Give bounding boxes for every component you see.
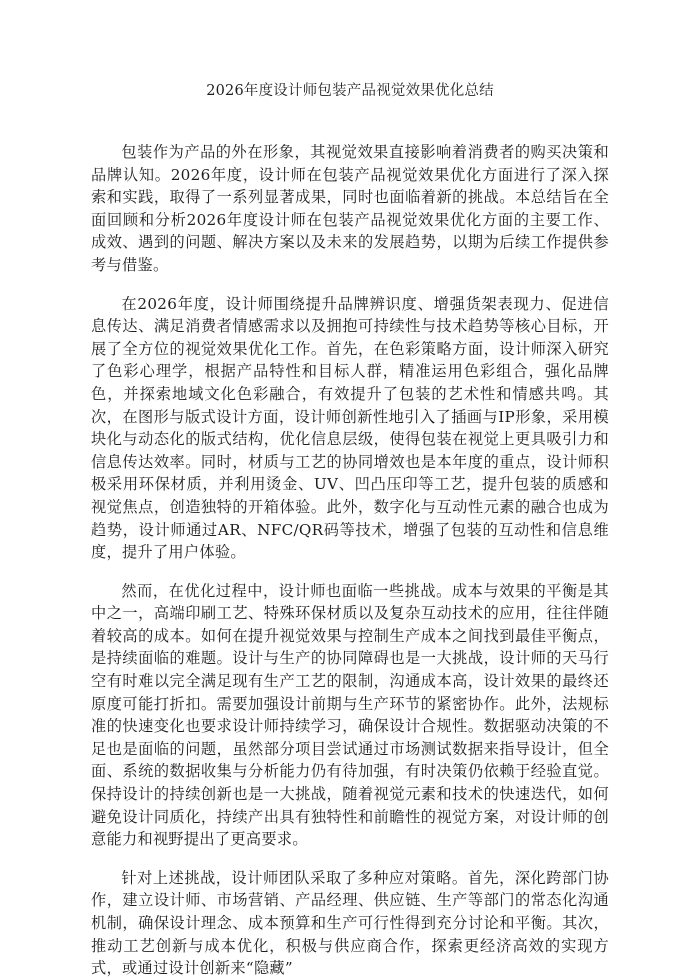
document-title: 2026年度设计师包装产品视觉效果优化总结 xyxy=(206,83,494,99)
paragraph-challenges: 然而，在优化过程中，设计师也面临一些挑战。成本与效果的平衡是其中之一，高端印刷工艺、特殊环保材质以及复杂互动技术的应用，往往伴随着较高的成本。如何在提升视觉效果与控制生产成本之间找到最佳平衡点，是持续面临的难题。设计与生产的协同障碍也是一大挑战，设计师的天马行空有时难以完全满足现有生产工艺的限制，沟通成本高，设计效果的最终还原度可能打折扣。需要加强设计前期与生产环节的紧密协作。此外，法规标准的快速变化也要求设计师持续学习，确保设计合规性。数据驱动决策的不足也是面临的问题，虽然部分项目尝试通过市场测试数据来指导设计，但全面、系统的数据收集与分析能力仍有待加强，有时决策仍依赖于经验直觉。保持设计的持续创新也是一大挑战，随着视觉元素和技术的快速迭代，如何避免设计同质化，持续产出具有独特性和前瞻性的视觉方案，对设计师的创意能力和视野提出了更高要求。 xyxy=(91,581,609,849)
paragraph-main-work: 在2026年度，设计师围绕提升品牌辨识度、增强货架表现力、促进信息传达、满足消费者情感需求以及拥抱可持续性与技术趋势等核心目标，开展了全方位的视觉效果优化工作。首先，在色彩策略方面，设计师深入研究了色彩心理学，根据产品特性和目标人群，精准运用色彩组合，强化品牌色，并探索地域文化色彩融合，有效提升了包装的艺术性和情感共鸣。其次，在图形与版式设计方面，设计师创新性地引入了插画与IP形象，采用模块化与动态化的版式结构，优化信息层级，使得包装在视觉上更具吸引力和信息传达效率。同时，材质与工艺的协同增效也是本年度的重点，设计师积极采用环保材质，并利用烫金、UV、凹凸压印等工艺，提升包装的质感和视觉焦点，创造独特的开箱体验。此外，数字化与互动性元素的融合也成为趋势，设计师通过AR、NFC/QR码等技术，增强了包装的互动性和信息维度，提升了用户体验。 xyxy=(91,294,609,562)
paragraph-strategies: 针对上述挑战，设计师团队采取了多种应对策略。首先，深化跨部门协作，建立设计师、市场营销、产品经理、供应链、生产等部门的常态化沟通机制，确保设计理念、成本预算和生产可行性得到充分讨论和平衡。其次，推动工艺创新与成本优化，积极与供应商合作，探索更经济高效的实现方式，或通过设计创新来“隐藏” xyxy=(91,868,609,978)
document-body xyxy=(91,141,609,980)
paragraph-introduction: 包装作为产品的外在形象，其视觉效果直接影响着消费者的购买决策和品牌认知。2026年度，设计师在包装产品视觉效果优化方面进行了深入探索和实践，取得了一系列显著成果，同时也面临着新的挑战。本总结旨在全面回顾和分析2026年度设计师在包装产品视觉效果优化方面的主要工作、成效、遇到的问题、解决方案以及未来的发展趋势，以期为后续工作提供参考与借鉴。 xyxy=(91,143,609,274)
